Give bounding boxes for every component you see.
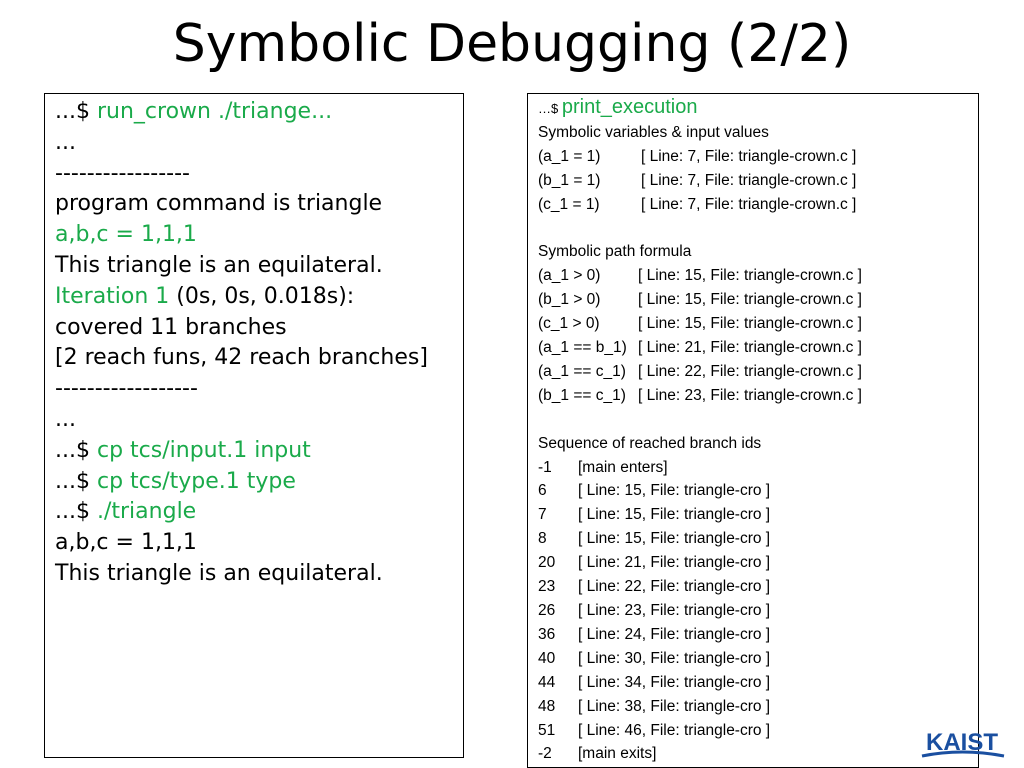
path-formula-row [538,288,978,312]
terminal-line [55,497,463,528]
shell-prompt: ...$ [55,99,97,124]
input-values-line: a,b,c = 1,1,1 [55,222,197,248]
branch-id-row [538,742,978,766]
path-formula-row [538,384,978,408]
branch-id-row-location: [ Line: 15, File: triangle-cro ] [578,530,771,548]
terminal-line: covered 11 branches [55,314,287,340]
path-formula-row-location: [ Line: 23, File: triangle-crown.c ] [638,386,862,404]
iteration-label: Iteration 1 [55,283,170,309]
section-header-path: Symbolic path formula [538,243,692,261]
branch-id-row [538,479,978,503]
shell-prompt: ...$ [55,499,97,525]
symbolic-var-row-location: [ Line: 7, File: triangle-crown.c ] [641,171,857,189]
branch-id-row-key: 51 [538,721,556,739]
separator-line: ------------------ [55,376,198,402]
shell-prompt: …$ [538,101,562,116]
branch-id-row-key: 6 [538,482,547,500]
branch-id-row-key: 8 [538,530,547,548]
kaist-logo [916,726,1008,760]
path-formula-row-location: [ Line: 15, File: triangle-crown.c ] [638,315,862,333]
terminal-line: a,b,c = 1,1,1 [55,530,197,556]
branch-id-row [538,695,978,719]
branch-id-row [538,551,978,575]
branch-id-row-key: 20 [538,554,556,572]
terminal-line [55,436,463,467]
terminal-line [538,96,978,121]
branch-id-row [538,671,978,695]
terminal-line: [2 reach funs, 42 reach branches] [55,345,428,371]
shell-command: cp tcs/input.1 input [96,437,311,463]
terminal-line [55,467,463,498]
path-formula-row [538,264,978,288]
shell-command: print_execution [561,96,698,118]
terminal-line: ... [55,406,76,432]
branch-id-row [538,647,978,671]
logo-text: KAIST [926,729,998,756]
branch-id-row [538,503,978,527]
iteration-line [55,282,463,313]
branch-id-row-location: [ Line: 24, File: triangle-cro ] [578,625,771,643]
slide-title: Symbolic Debugging (2/2) [172,14,852,74]
branch-id-row-key: 40 [538,649,556,667]
shell-command: ./triangle [96,499,197,525]
iteration-timing: (0s, 0s, 0.018s): [169,283,355,309]
branch-id-row-location: [ Line: 23, File: triangle-cro ] [578,602,771,619]
branch-id-row [538,623,978,647]
symbolic-var-row-key: (c_1 = 1) [538,195,600,213]
branch-id-row-key: -2 [538,745,552,763]
branch-id-row [538,527,978,551]
branch-id-row-location: [ Line: 34, File: triangle-cro ] [578,673,771,691]
branch-id-row [538,599,978,623]
branch-id-row-location: [ Line: 15, File: triangle-cro ] [578,482,771,500]
blank-line [538,408,978,432]
shell-prompt: ...$ [55,437,97,463]
symbolic-var-row [538,193,978,217]
branch-id-row-key: 36 [538,625,556,643]
shell-command: cp tcs/type.1 type [96,468,296,494]
branch-id-row-key: -1 [538,458,552,476]
print-execution-panel [527,93,979,768]
path-formula-row-key: (b_1 > 0) [538,291,601,309]
symbolic-var-row [538,169,978,193]
branch-id-row-key: 23 [538,578,556,596]
path-formula-row-location: [ Line: 21, File: triangle-crown.c ] [638,339,862,357]
path-formula-row-location: [ Line: 15, File: triangle-crown.c ] [638,291,862,309]
path-formula-row [538,336,978,360]
shell-prompt: ...$ [55,468,97,494]
symbolic-var-row [538,145,978,169]
branch-id-row-key: 48 [538,697,556,715]
branch-id-row-key: 7 [538,506,547,524]
terminal-line: This triangle is an equilateral. [55,252,383,278]
vars-list [538,145,978,217]
path-formula-row-key: (b_1 == c_1) [538,386,626,404]
terminal-output-panel [44,93,464,758]
symbolic-var-row-location: [ Line: 7, File: triangle-crown.c ] [641,147,857,165]
path-formula-row-key: (a_1 == c_1) [538,362,626,380]
path-formula-row-key: (a_1 > 0) [538,267,601,285]
shell-command: run_crown ./triange... [96,99,333,124]
path-formula-row-key: (a_1 == b_1) [538,339,627,357]
terminal-line: This triangle is an equilateral. [55,560,383,586]
terminal-line: ... [55,129,76,155]
terminal-line: program command is triangle [55,191,383,217]
section-header-sequence: Sequence of reached branch ids [538,434,762,452]
branch-id-row [538,719,978,743]
symbolic-var-row-location: [ Line: 7, File: triangle-crown.c ] [641,195,857,213]
branch-id-row-location: [main enters] [578,458,668,476]
path-list [538,264,978,407]
path-formula-row-location: [ Line: 15, File: triangle-crown.c ] [638,267,862,285]
branch-id-row-location: [ Line: 46, File: triangle-cro ] [578,721,771,739]
branch-id-row-key: 44 [538,673,556,691]
blank-line [538,217,978,241]
branch-id-row-location: [ Line: 15, File: triangle-cro ] [578,506,771,524]
separator-line: ----------------- [55,160,190,186]
branch-id-row-location: [ Line: 22, File: triangle-cro ] [578,578,771,596]
branch-id-row [538,456,978,480]
branch-id-row-location: [main exits] [578,745,657,763]
terminal-line [55,97,463,128]
section-header-vars: Symbolic variables & input values [538,123,769,141]
symbolic-var-row-key: (b_1 = 1) [538,171,601,189]
branch-id-row-location: [ Line: 38, File: triangle-cro ] [578,697,771,715]
path-formula-row-key: (c_1 > 0) [538,315,600,333]
branch-id-row-location: [ Line: 21, File: triangle-cro ] [578,554,771,572]
symbolic-var-row-key: (a_1 = 1) [538,147,601,165]
branch-id-row-key: 26 [538,602,556,619]
branch-id-row [538,575,978,599]
path-formula-row [538,312,978,336]
path-formula-row [538,360,978,384]
sequence-list [538,456,978,767]
branch-id-row-location: [ Line: 30, File: triangle-cro ] [578,649,771,667]
path-formula-row-location: [ Line: 22, File: triangle-crown.c ] [638,362,862,380]
